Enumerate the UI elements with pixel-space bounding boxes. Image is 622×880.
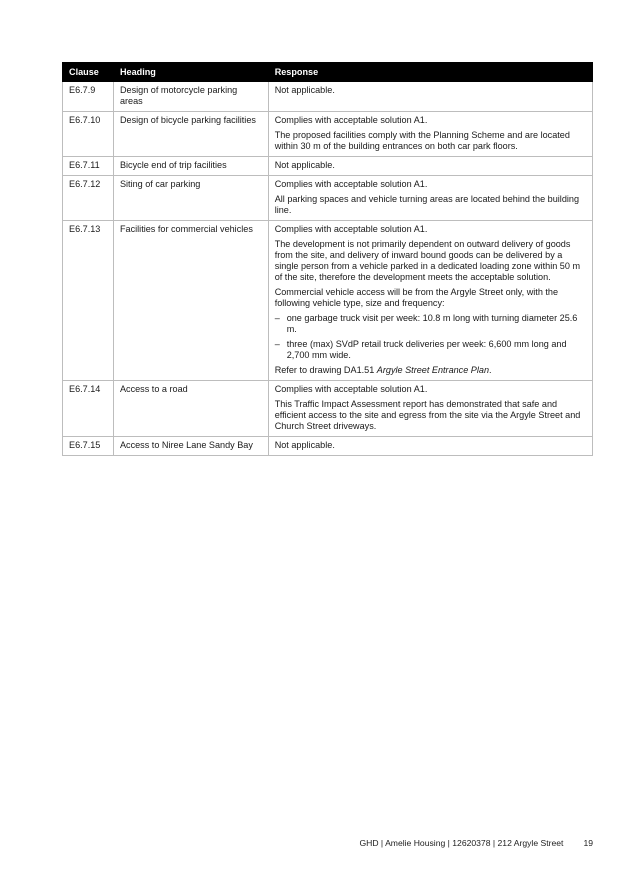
response-paragraph: This Traffic Impact Assessment report has demonstrated that safe and efficient access to the site and egress from the site via the Argyle Street and Church Street driveways. bbox=[274, 399, 581, 431]
footer-text: GHD | Amelie Housing | 12620378 | 212 Argyle Street bbox=[359, 838, 564, 848]
heading-cell: Design of motorcycle parking areas bbox=[113, 82, 268, 112]
clause-cell: E6.7.15 bbox=[63, 437, 114, 456]
table-row bbox=[63, 157, 593, 176]
heading-cell: Bicycle end of trip facilities bbox=[113, 157, 268, 176]
clause-cell: E6.7.13 bbox=[63, 221, 114, 381]
dash-list-text: one garbage truck visit per week: 10.8 m long with turning diameter 25.6 m. bbox=[286, 313, 578, 334]
dash-list-item bbox=[275, 313, 586, 335]
clause-cell: E6.7.10 bbox=[63, 112, 114, 157]
header-clause: Clause bbox=[63, 63, 114, 82]
response-paragraph: Not applicable. bbox=[274, 440, 335, 450]
dash-bullet-icon: – bbox=[274, 313, 280, 323]
dash-list-item bbox=[275, 339, 586, 361]
table-row bbox=[63, 176, 593, 221]
response-paragraph: Commercial vehicle access will be from the Argyle Street only, with the following vehicle type, size and frequency: bbox=[274, 287, 559, 308]
table-row bbox=[63, 381, 593, 437]
clause-response-table bbox=[62, 62, 593, 456]
response-paragraph: The proposed facilities comply with the Planning Scheme and are located within 30 m of the building entrances on both car park floors. bbox=[274, 130, 570, 151]
refer-prefix: Refer to drawing DA1.51 bbox=[274, 365, 377, 375]
heading-cell: Design of bicycle parking facilities bbox=[113, 112, 268, 157]
response-cell bbox=[268, 157, 592, 176]
response-cell bbox=[268, 381, 592, 437]
response-cell bbox=[268, 176, 592, 221]
header-response: Response bbox=[268, 63, 592, 82]
page-number: 19 bbox=[583, 838, 593, 848]
clause-cell: E6.7.11 bbox=[63, 157, 114, 176]
response-cell bbox=[268, 437, 592, 456]
response-cell bbox=[268, 221, 592, 381]
response-paragraph: Not applicable. bbox=[274, 85, 335, 95]
response-paragraph: The development is not primarily dependent on outward delivery of goods from the site, and delivery of inward bound goods can be delivered by a single person from a vehicle parked in a dedicated loading zone within 50 m of the site, therefore the development meets the acceptable solution. bbox=[274, 239, 581, 282]
response-paragraph: Not applicable. bbox=[274, 160, 335, 170]
heading-cell: Access to Niree Lane Sandy Bay bbox=[113, 437, 268, 456]
table-row bbox=[63, 221, 593, 381]
header-heading: Heading bbox=[113, 63, 268, 82]
clause-cell: E6.7.12 bbox=[63, 176, 114, 221]
table-row bbox=[63, 82, 593, 112]
heading-cell: Siting of car parking bbox=[113, 176, 268, 221]
refer-drawing-paragraph bbox=[275, 365, 586, 376]
table-row bbox=[63, 437, 593, 456]
page-footer bbox=[359, 838, 593, 848]
response-paragraph: Complies with acceptable solution A1. bbox=[274, 224, 428, 234]
response-paragraph: All parking spaces and vehicle turning areas are located behind the building line. bbox=[274, 194, 580, 215]
refer-suffix: . bbox=[489, 365, 492, 375]
clause-cell: E6.7.9 bbox=[63, 82, 114, 112]
drawing-title: Argyle Street Entrance Plan bbox=[376, 365, 490, 375]
response-cell bbox=[268, 112, 592, 157]
dash-bullet-icon: – bbox=[274, 339, 280, 349]
table-header-row bbox=[63, 63, 593, 82]
dash-list-text: three (max) SVdP retail truck deliveries per week: 6,600 mm long and 2,700 mm wide. bbox=[286, 339, 567, 360]
response-paragraph: Complies with acceptable solution A1. bbox=[274, 115, 428, 125]
heading-cell: Facilities for commercial vehicles bbox=[113, 221, 268, 381]
response-paragraph: Complies with acceptable solution A1. bbox=[274, 384, 428, 394]
clause-cell: E6.7.14 bbox=[63, 381, 114, 437]
heading-cell: Access to a road bbox=[113, 381, 268, 437]
table-row bbox=[63, 112, 593, 157]
response-cell bbox=[268, 82, 592, 112]
response-paragraph: Complies with acceptable solution A1. bbox=[274, 179, 428, 189]
